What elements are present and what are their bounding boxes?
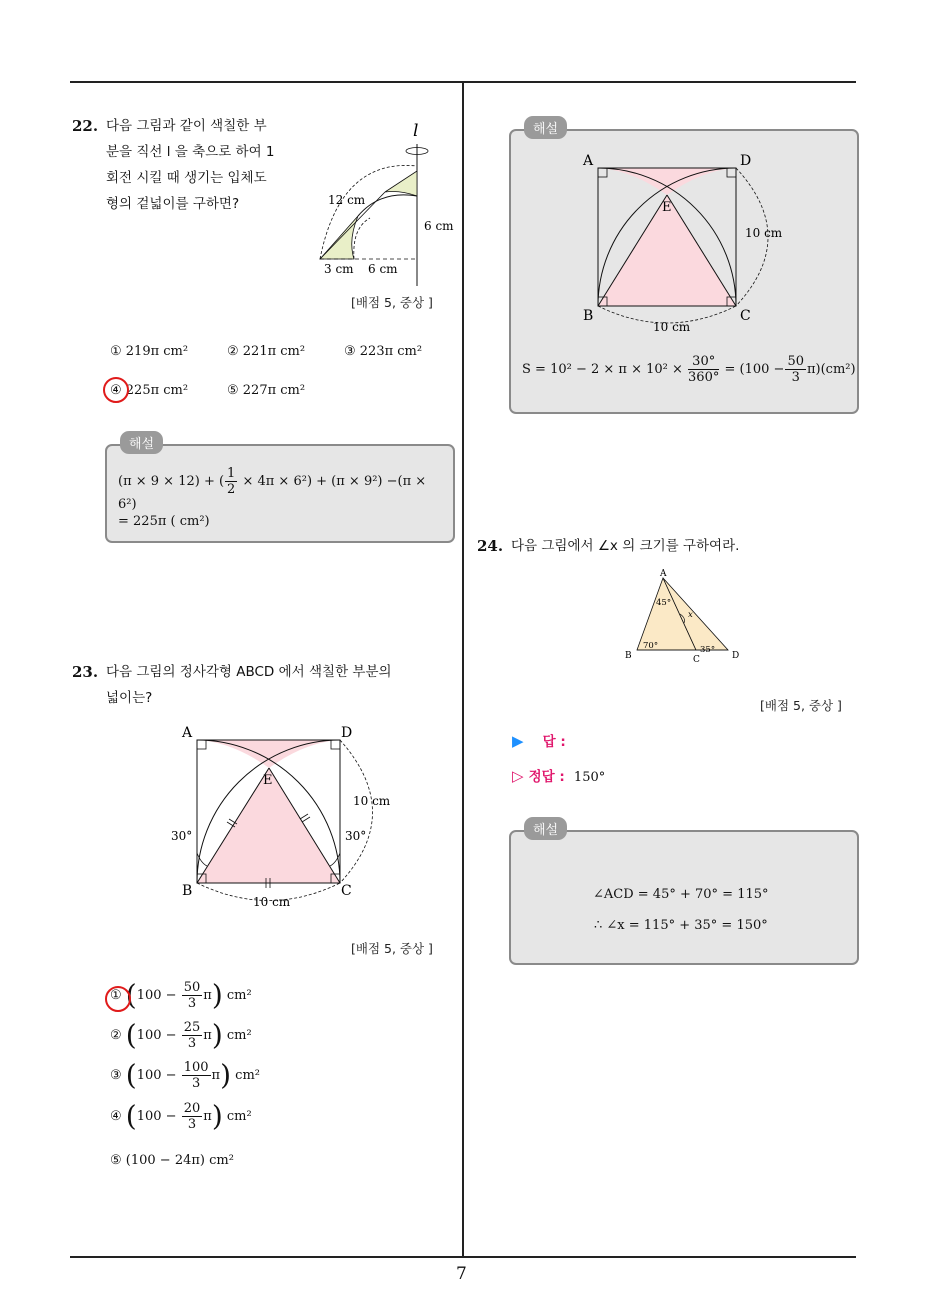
- q22-choice-4[interactable]: ④ 225π cm²: [110, 383, 189, 398]
- q22-label-12: 12 cm: [328, 193, 366, 207]
- q22-sol-a: (π × 9 × 12) + (: [118, 474, 225, 489]
- bottom-rule: [70, 1256, 856, 1258]
- q24-text: 다음 그림에서 ∠x 의 크기를 구하여라.: [511, 538, 740, 554]
- q23-choice-1-den: 3: [187, 996, 197, 1011]
- q23-label-angle-right: 30°: [345, 829, 367, 843]
- q23-answer-circle: [105, 986, 131, 1012]
- column-divider: [462, 81, 464, 1258]
- q23-choice-2-paren-open: (: [125, 1018, 137, 1052]
- q23-sol-end: π)(cm²): [806, 362, 856, 377]
- q23-text: [106, 659, 451, 711]
- q22-choice-2[interactable]: ② 221π cm²: [227, 344, 306, 359]
- q24-label-45: 45°: [656, 598, 672, 608]
- q24-correct-value: 150°: [573, 770, 606, 785]
- q23-sol-den1: 360°: [688, 370, 720, 385]
- q22-shaded-left: [320, 216, 358, 259]
- q22-line-1: 다음 그림과 같이 색칠한 부: [106, 118, 267, 134]
- q23-shaded-top: [197, 740, 340, 768]
- q23-choice-2-unit: cm²: [226, 1028, 252, 1043]
- q23s-label-b: B: [583, 308, 594, 324]
- q23-choice-1-paren-open: (: [125, 978, 137, 1012]
- q23-choice-2-pi: π: [203, 1028, 212, 1043]
- q22-label-6v: 6 cm: [424, 219, 454, 233]
- q23-choice-3[interactable]: [110, 1060, 260, 1091]
- q23-choice-3-unit: cm²: [235, 1068, 260, 1083]
- q22-lower-arc: [354, 218, 370, 259]
- q22-label-3: 3 cm: [324, 262, 354, 276]
- q23s-label-e: E: [662, 200, 672, 215]
- q23-number: 23.: [72, 663, 99, 681]
- q22-answer-circle: [103, 377, 129, 403]
- q23-figure: [165, 718, 395, 918]
- q23-choice-1-pi: π: [203, 988, 212, 1003]
- q23-right-angle-a: [197, 740, 206, 749]
- q24-score: [배점 5, 중상 ]: [760, 698, 842, 713]
- q22-sol-den: 2: [227, 482, 236, 497]
- q23-choice-4-pre: 100 −: [136, 1109, 177, 1124]
- q23-choice-2-num: 25: [183, 1020, 201, 1035]
- q23-choice-4-paren-open: (: [125, 1099, 137, 1133]
- q22-solution-line-1: [118, 466, 448, 512]
- q22-line-2: 분을 직선 l 을 축으로 하여 1: [106, 144, 275, 160]
- q23s-label-d: D: [740, 153, 752, 169]
- q23-choice-3-pi: π: [211, 1068, 221, 1083]
- q23-choice-4[interactable]: [110, 1101, 252, 1132]
- q23-choice-1-unit: cm²: [226, 988, 252, 1003]
- q24-label-35: 35°: [700, 645, 716, 655]
- q23-choice-5[interactable]: ⑤ (100 − 24π) cm²: [110, 1153, 234, 1168]
- q23-choice-4-den: 3: [187, 1117, 197, 1132]
- q24-label-d: D: [732, 651, 740, 661]
- q22-axis-label: l: [413, 121, 419, 141]
- q23-choice-1-num: 50: [183, 980, 201, 995]
- q22-line-3: 회전 시킬 때 생기는 입체도: [106, 170, 267, 186]
- q23-label-e: E: [263, 773, 273, 788]
- q23-choice-4-paren-close: ): [211, 1099, 223, 1133]
- q22-number: 22.: [72, 117, 99, 135]
- q24-correct-label: 정답 :: [528, 769, 565, 785]
- q24-answer-label: 답 :: [542, 734, 566, 750]
- q22-arc: [358, 195, 417, 216]
- q23-line-2: 넓이는?: [106, 690, 153, 706]
- page-number: 7: [456, 1264, 467, 1284]
- q23-choice-4-pi: π: [203, 1109, 212, 1124]
- q23-label-d: D: [341, 725, 353, 741]
- q22-solution-tag: 해설: [120, 431, 163, 454]
- q23-score: [배점 5, 중상 ]: [351, 941, 433, 956]
- q23-choice-4-frac: [182, 1101, 203, 1132]
- q22-choice-5[interactable]: ⑤ 227π cm²: [227, 383, 306, 398]
- q24-correct-row: [512, 765, 605, 785]
- q24-label-b: B: [625, 651, 632, 661]
- q23-choice-2-den: 3: [187, 1036, 197, 1051]
- q23s-right-angle-d: [727, 168, 736, 177]
- q23-right-angle-d: [331, 740, 340, 749]
- q23-choice-3-paren-close: ): [220, 1058, 232, 1092]
- q23s-label-a: A: [583, 153, 594, 169]
- q22-line-4: 형의 겉넓이를 구하면?: [106, 196, 240, 212]
- q24-label-a: A: [660, 569, 667, 579]
- q23-label-bottom: 10 cm: [253, 895, 291, 909]
- q23-sol-frac-1: [688, 354, 719, 385]
- q23s-label-c: C: [740, 308, 751, 324]
- q23-choice-1-frac: [182, 980, 203, 1011]
- q23-choice-4-unit: cm²: [226, 1109, 252, 1124]
- q24-label-70: 70°: [643, 641, 659, 651]
- correct-arrow-icon: ▷: [512, 767, 524, 785]
- q23-choice-2-frac: [182, 1020, 203, 1051]
- q23-choice-3-paren-open: (: [125, 1058, 137, 1092]
- q23-sol-frac-2: [785, 354, 806, 385]
- q23-label-c: C: [341, 883, 352, 899]
- q22-score: [배점 5, 중상 ]: [351, 295, 433, 310]
- q23-label-angle-left: 30°: [171, 829, 193, 843]
- q23-choice-2-mark: ②: [110, 1028, 122, 1043]
- q23-choice-3-num: 100: [183, 1060, 209, 1075]
- q23-dashed-right-arc: [340, 740, 373, 883]
- q23s-right-angle-a: [598, 168, 607, 177]
- q23-line-1: 다음 그림의 정사각형 ABCD 에서 색칠한 부분의: [106, 664, 392, 680]
- q22-sol-num: 1: [227, 466, 236, 481]
- q23-choice-1-mark: ①: [110, 988, 122, 1003]
- q23-choice-3-den: 3: [191, 1076, 201, 1091]
- q24-solution-line-1: ∠ACD = 45° + 70° = 115°: [593, 887, 769, 902]
- q24-label-c: C: [693, 655, 700, 665]
- q24-answer-row: [512, 730, 566, 750]
- q22-choice-1[interactable]: ① 219π cm²: [110, 344, 189, 359]
- q23-choice-3-frac: [182, 1060, 211, 1091]
- q23-sol-den2: 3: [791, 370, 800, 385]
- q23-label-a: A: [182, 725, 193, 741]
- q22-solution-line-2: = 225π ( cm²): [118, 514, 210, 529]
- q23-solution-tag: 해설: [524, 116, 567, 139]
- q23-solution-figure: [578, 148, 798, 338]
- q23-choice-2-pre: 100 −: [136, 1028, 177, 1043]
- q23-sol-num2: 50: [787, 354, 804, 369]
- q23-label-side: 10 cm: [353, 794, 391, 808]
- q22-choice-3[interactable]: ③ 223π cm²: [344, 344, 423, 359]
- q23s-label-side: 10 cm: [745, 226, 783, 240]
- q22-sol-frac: [225, 466, 237, 497]
- q23-solution: [522, 354, 856, 385]
- q23s-shaded-top: [598, 168, 736, 195]
- q22-solution: [118, 466, 448, 529]
- q23-choice-3-pre: 100 −: [136, 1068, 177, 1083]
- q22-text: [106, 113, 306, 217]
- q24-label-x: x: [688, 610, 693, 620]
- q22-shaded-top: [385, 171, 417, 196]
- q23-label-b: B: [182, 883, 193, 899]
- q23-choice-1[interactable]: [110, 980, 252, 1011]
- q23-choice-4-mark: ④: [110, 1109, 122, 1124]
- q24-number: 24.: [477, 537, 504, 555]
- q24-solution-tag: 해설: [524, 817, 567, 840]
- q23-choice-4-num: 20: [183, 1101, 201, 1116]
- q23-sol-mid: = (100 −: [724, 362, 785, 377]
- q22-label-6h: 6 cm: [368, 262, 398, 276]
- q23-sol-s: S = 10² − 2 × π × 10² ×: [522, 362, 683, 377]
- q23-choice-1-pre: 100 −: [136, 988, 177, 1003]
- q24-figure: [620, 566, 750, 670]
- q23s-label-bottom: 10 cm: [653, 320, 691, 334]
- q22-sol-b: × 4π × 6²) + (π × 9²) −(π × 6²): [118, 474, 427, 512]
- q22-figure: [310, 118, 460, 288]
- q23-choice-2[interactable]: [110, 1020, 252, 1051]
- answer-arrow-icon: ▶: [512, 732, 524, 750]
- q23-sol-num1: 30°: [688, 354, 719, 370]
- q23-choice-2-paren-close: ): [211, 1018, 223, 1052]
- q24-solution-line-2: ∴ ∠x = 115° + 35° = 150°: [594, 918, 768, 933]
- q23-choice-3-mark: ③: [110, 1068, 122, 1083]
- q23-choice-1-paren-close: ): [211, 978, 223, 1012]
